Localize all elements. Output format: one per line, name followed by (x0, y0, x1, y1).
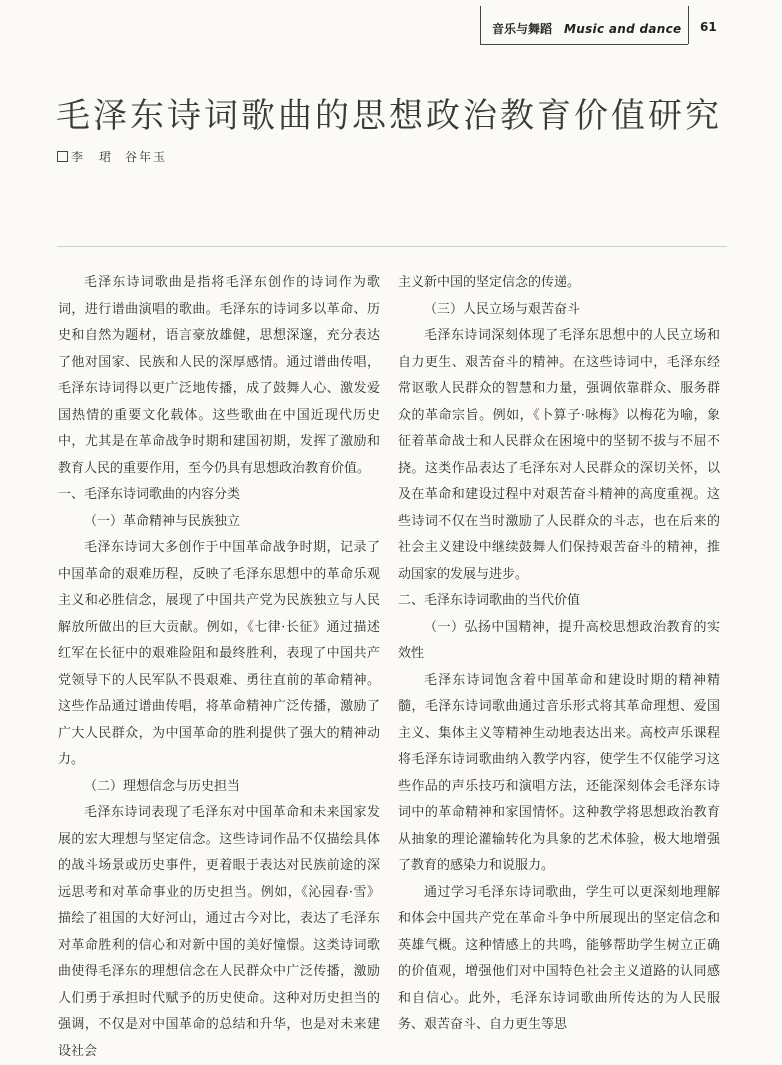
journal-section (492, 20, 681, 37)
body-paragraph: 通过学习毛泽东诗词歌曲，学生可以更深刻地理解和体会中国共产党在革命斗争中所展现出的坚定信念和英雄气概。这种情感上的共鸣，能够帮助学生树立正确的价值观，增强他们对中国特色社会主义道路的认同感和自信心。此外，毛泽东诗词歌曲所传达的为人民服务、艰苦奋斗、自力更生等思 (398, 884, 720, 1032)
body-paragraph: 毛泽东诗词深刻体现了毛泽东思想中的人民立场和自力更生、艰苦奋斗的精神。在这些诗词中，毛泽东经常讴歌人民群众的智慧和力量，强调依靠群众、服务群众的革命宗旨。例如，《卜算子·咏梅》以梅花为喻，象征着革命战士和人民群众在困境中的坚韧不拔与不屈不挠。这类作品表达了毛泽东对人民群众的深切关怀，以及在革命和建设过程中对艰苦奋斗精神的高度重视。这些诗词不仅在当时激励了人民群众的斗志，也在后来的社会主义建设中继续鼓舞人们保持艰苦奋斗的精神，推动国家的发展与进步。 (398, 328, 720, 582)
subsection-heading: （一）革命精神与民族独立 (84, 513, 241, 529)
section-heading: 一、毛泽东诗词歌曲的内容分类 (58, 487, 241, 502)
author-line (57, 148, 179, 165)
article-title: 毛泽东诗词歌曲的思想政治教育价值研究 (56, 96, 722, 136)
title-divider (57, 246, 727, 247)
section-name-cn: 音乐与舞蹈 (492, 22, 553, 36)
body-paragraph: 毛泽东诗词歌曲是指将毛泽东创作的诗词作为歌词，进行谱曲演唱的歌曲。毛泽东的诗词多以革命、历史和自然为题材，语言豪放雄健，思想深邃，充分表达了他对国家、民族和人民的深厚感情。通过谱曲传唱，毛泽东诗词得以更广泛地传播，成了鼓舞人心、激发爱国热情的重要文化载体。这些歌曲在中国近现代历史中，尤其是在革命战争时期和建国初期，发挥了激励和教育人民的重要作用，至今仍具有思想政治教育价值。 (58, 275, 380, 476)
header-underline (480, 44, 688, 45)
body-paragraph: 毛泽东诗词饱含着中国革命和建设时期的精神精髓，毛泽东诗词歌曲通过音乐形式将其革命理想、爱国主义、集体主义等精神生动地表达出来。高校声乐课程将毛泽东诗词歌曲纳入教学内容，使学生不仅能学习这些作品的声乐技巧和演唱方法，还能深刻体会毛泽东诗词中的革命精神和家国情怀。这种教学将思想政治教育从抽象的理论灌输转化为具象的艺术体验，极大地增强了教育的感染力和说服力。 (398, 672, 720, 873)
page-number: 61 (700, 20, 717, 34)
left-column (58, 270, 380, 1065)
right-column (398, 270, 720, 1039)
body-paragraph: 毛泽东诗词大多创作于中国革命战争时期，记录了中国革命的艰难历程，反映了毛泽东思想中的革命乐观主义和必胜信念，展现了中国共产党为民族独立与人民解放所做出的巨大贡献。例如，《七律·长征》通过描述红军在长征中的艰难险阻和最终胜利，表现了中国共产党领导下的人民军队不畏艰难、勇往直前的革命精神。这些作品通过谱曲传唱，将革命精神广泛传播，激励了广大人民群众，为中国革命的胜利提供了强大的精神动力。 (58, 540, 380, 767)
subsection-heading: （二）理想信念与历史担当 (84, 778, 241, 794)
subsection-heading: （一）弘扬中国精神，提升高校思想政治教育的实效性 (398, 619, 720, 661)
section-heading: 二、毛泽东诗词歌曲的当代价值 (398, 593, 581, 608)
author-name: 谷年玉 (125, 150, 168, 164)
section-heading: 主义新中国的坚定信念的传递。 (398, 275, 581, 290)
subsection-heading: （三）人民立场与艰苦奋斗 (424, 301, 581, 317)
author-name: 李 珺 (71, 150, 114, 164)
header-divider-left (480, 6, 481, 44)
author-marker-icon (57, 151, 68, 162)
header-divider-right (688, 6, 689, 44)
running-header (480, 0, 782, 46)
section-name-en: Music and dance (564, 22, 682, 36)
body-paragraph: 毛泽东诗词表现了毛泽东对中国革命和未来国家发展的宏大理想与坚定信念。这些诗词作品不仅描绘具体的战斗场景或历史事件，更着眼于表达对民族前途的深远思考和对革命事业的历史担当。例如，《沁园春·雪》描绘了祖国的大好河山，通过古今对比，表达了毛泽东对革命胜利的信心和对新中国的美好憧憬。这类诗词歌曲使得毛泽东的理想信念在人民群众中广泛传播，激励人们勇于承担时代赋予的历史使命。这种对历史担当的强调，不仅是对中国革命的总结和升华，也是对未来建设社会 (58, 805, 380, 1059)
